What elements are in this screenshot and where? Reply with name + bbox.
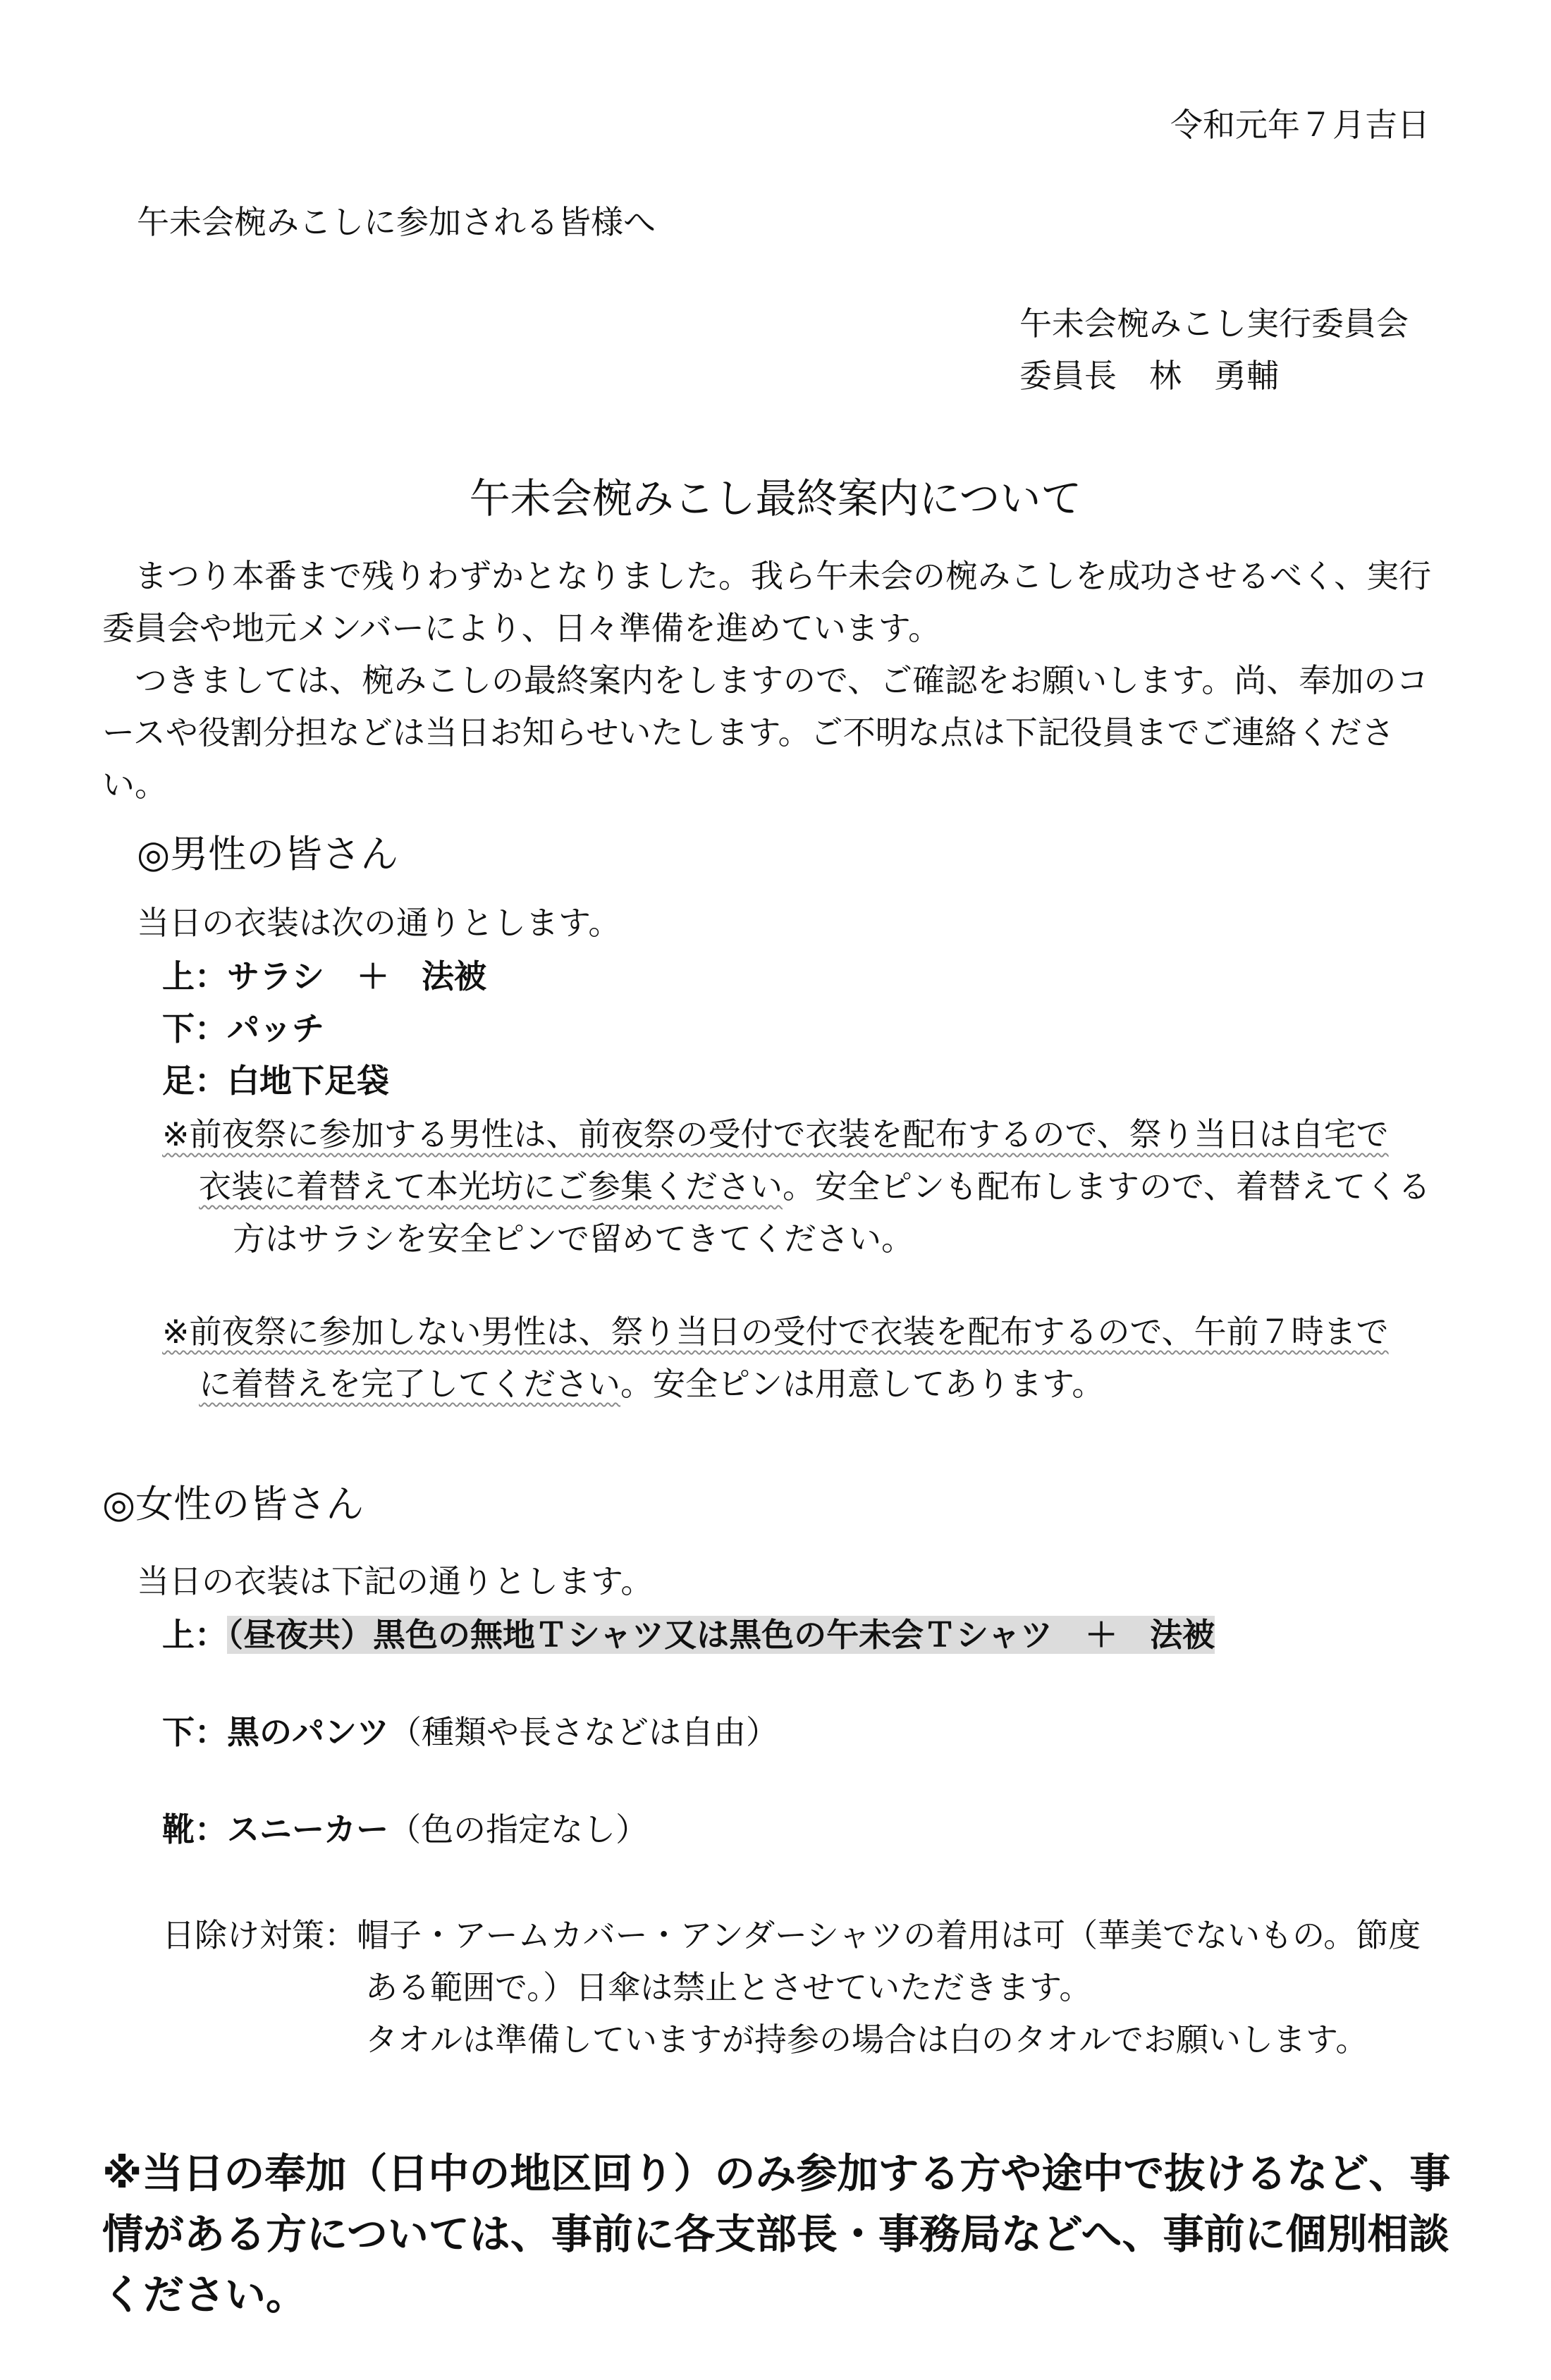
women-item-bottom-value: 黒のパンツ xyxy=(227,1713,389,1751)
women-item-bottom xyxy=(162,1706,778,1758)
women-sun-line2: ある範囲で。）日傘は禁止とさせていただきます。 xyxy=(365,1968,1092,2006)
women-sun-line3: タオルは準備していますが持参の場合は白のタオルでお願いします。 xyxy=(365,2020,1368,2059)
men-item-bottom-label: 下： xyxy=(162,1010,227,1048)
women-sun-text-1: 帽子・アームカバー・アンダーシャツの着用は可（華美でないもの。節度 xyxy=(357,1916,1421,1954)
men-item-feet xyxy=(162,1055,389,1107)
men-item-bottom-value: パッチ xyxy=(227,1010,324,1048)
letter-date: 令和元年７月吉日 xyxy=(1170,106,1430,144)
sender-organization: 午未会椀みこし実行委員会 xyxy=(1019,305,1409,343)
women-item-shoes-value: スニーカー xyxy=(227,1810,389,1848)
men-note2-line2-rest: 。安全ピンは用意してあります。 xyxy=(620,1365,1105,1403)
men-note1-line1-underlined: ※前夜祭に参加する男性は、前夜祭の受付で衣装を配布するので、祭り当日は自宅で xyxy=(162,1115,1389,1153)
men-note2-line2 xyxy=(199,1358,1104,1410)
men-item-bottom xyxy=(162,1002,324,1055)
women-item-top-value: （昼夜共）黒色の無地Ｔシャツ又は黒色の午未会Ｔシャツ ＋ 法被 xyxy=(227,1616,1215,1654)
women-heading: ◎女性の皆さん xyxy=(102,1482,364,1526)
document-title: 午未会椀みこし最終案内について xyxy=(469,474,1082,522)
men-note2-line2-underlined: に着替えを完了してください xyxy=(199,1365,620,1403)
women-item-shoes-label: 靴： xyxy=(162,1810,227,1848)
intro-paragraph-1: まつり本番まで残りわずかとなりました。我ら午未会の椀みこしを成功させるべく、実行委員会や地元メンバーにより、日々準備を進めています。 xyxy=(102,557,1432,647)
men-note2-line1 xyxy=(162,1306,1389,1358)
men-item-feet-value: 白地下足袋 xyxy=(227,1062,389,1100)
sender-name: 委員長 林 勇輔 xyxy=(1019,357,1279,395)
women-sun-label: 日除け対策： xyxy=(162,1916,357,1954)
women-item-top xyxy=(162,1609,1215,1661)
women-sun-line1 xyxy=(162,1909,1421,1961)
men-note1-line1 xyxy=(162,1108,1389,1160)
addressee: 午未会椀みこしに参加される皆様へ xyxy=(137,203,656,241)
men-item-top-label: 上： xyxy=(162,957,227,995)
men-item-top-value: サラシ ＋ 法被 xyxy=(227,957,486,995)
women-item-bottom-note: （種類や長さなどは自由） xyxy=(389,1713,778,1751)
women-lead: 当日の衣装は下記の通りとします。 xyxy=(137,1562,654,1600)
final-notice: ※当日の奉加（日中の地区回り）のみ参加する方や途中で抜けるなど、事情がある方については、事前に各支部長・事務局などへ、事前に個別相談ください。 xyxy=(102,2149,1451,2319)
intro-paragraph-2: つきましては、椀みこしの最終案内をしますので、ご確認をお願いします。尚、奉加のコースや役割分担などは当日お知らせいたします。ご不明な点は下記役員までご連絡ください。 xyxy=(102,661,1429,804)
men-note1-line3: 方はサラシを安全ピンで留めてきてください。 xyxy=(233,1220,914,1258)
men-item-top xyxy=(162,950,486,1002)
men-note1-line2 xyxy=(199,1160,1430,1213)
women-item-bottom-label: 下： xyxy=(162,1713,227,1751)
men-lead: 当日の衣装は次の通りとします。 xyxy=(137,904,621,942)
women-item-shoes-note: （色の指定なし） xyxy=(388,1810,649,1848)
men-note2-line1-underlined: ※前夜祭に参加しない男性は、祭り当日の受付で衣装を配布するので、午前７時まで xyxy=(162,1313,1389,1351)
women-item-top-label: 上： xyxy=(162,1616,227,1654)
men-heading: ◎男性の皆さん xyxy=(137,832,399,876)
intro-section xyxy=(102,550,1456,811)
men-note1-line2-underlined: 衣装に着替えて本光坊にご参集ください xyxy=(199,1167,783,1206)
men-item-feet-label: 足： xyxy=(162,1062,227,1100)
men-note1-line2-rest: 。安全ピンも配布しますので、着替えてくる xyxy=(783,1167,1431,1206)
women-item-shoes xyxy=(162,1803,648,1855)
